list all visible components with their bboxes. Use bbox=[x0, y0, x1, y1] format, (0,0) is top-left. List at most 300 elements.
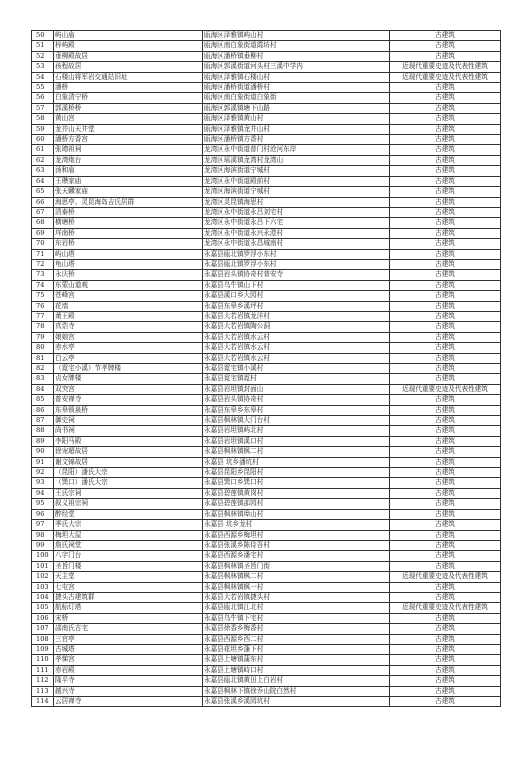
row-number: 104 bbox=[32, 592, 54, 602]
table-row bbox=[32, 384, 501, 394]
table-row bbox=[32, 41, 501, 51]
site-location: 永嘉县岩头镇协奇村 bbox=[203, 395, 390, 405]
row-number: 99 bbox=[32, 540, 54, 550]
table-row bbox=[32, 103, 501, 113]
site-category: 古建筑 bbox=[390, 686, 501, 696]
site-name: 潘桥 bbox=[54, 83, 203, 93]
site-category: 古建筑 bbox=[390, 83, 501, 93]
site-category: 古建筑 bbox=[390, 145, 501, 155]
site-category: 古建筑 bbox=[390, 197, 501, 207]
table-row bbox=[32, 447, 501, 457]
site-location: 永嘉县瓯北镇江北村 bbox=[203, 603, 390, 613]
row-number: 105 bbox=[32, 603, 54, 613]
heritage-table bbox=[31, 30, 501, 707]
row-number: 95 bbox=[32, 499, 54, 509]
site-name: 屿山庙 bbox=[54, 31, 203, 41]
row-number: 102 bbox=[32, 572, 54, 582]
table-row bbox=[32, 135, 501, 145]
site-location: 永嘉县岩坦镇封面山 bbox=[203, 384, 390, 394]
row-number: 55 bbox=[32, 83, 54, 93]
table-body bbox=[32, 31, 501, 707]
site-name: 王氏宗祠 bbox=[54, 488, 203, 498]
site-category: 古建筑 bbox=[390, 155, 501, 165]
row-number: 53 bbox=[32, 62, 54, 72]
table-row bbox=[32, 187, 501, 197]
row-number: 89 bbox=[32, 436, 54, 446]
site-name: （昆阳）潘氏大宗 bbox=[54, 468, 203, 478]
row-number: 103 bbox=[32, 582, 54, 592]
table-row bbox=[32, 259, 501, 269]
site-location: 永嘉县大若岩镇水云村 bbox=[203, 353, 390, 363]
row-number: 57 bbox=[32, 103, 54, 113]
site-category: 古建筑 bbox=[390, 613, 501, 623]
row-number: 86 bbox=[32, 405, 54, 415]
site-category: 古建筑 bbox=[390, 551, 501, 561]
site-location: 永嘉县东皋乡东皋村 bbox=[203, 405, 390, 415]
row-number: 88 bbox=[32, 426, 54, 436]
site-category: 古建筑 bbox=[390, 540, 501, 550]
site-category: 古建筑 bbox=[390, 176, 501, 186]
site-category: 近现代重要史迹及代表性建筑 bbox=[390, 62, 501, 72]
site-category: 近现代重要史迹及代表性建筑 bbox=[390, 384, 501, 394]
table-row bbox=[32, 197, 501, 207]
site-location: 龙湾区永中街道永吕下六宅 bbox=[203, 218, 390, 228]
row-number: 87 bbox=[32, 416, 54, 426]
site-category: 古建筑 bbox=[390, 332, 501, 342]
row-number: 65 bbox=[32, 187, 54, 197]
table-row bbox=[32, 520, 501, 530]
table-row bbox=[32, 509, 501, 519]
site-name: 季氏大宗 bbox=[54, 520, 203, 530]
site-name: 东皋锁泉桥 bbox=[54, 405, 203, 415]
table-row bbox=[32, 62, 501, 72]
site-location: 永嘉县昆阳乡昆阳村 bbox=[203, 468, 390, 478]
table-row bbox=[32, 93, 501, 103]
site-category: 古建筑 bbox=[390, 270, 501, 280]
row-number: 50 bbox=[32, 31, 54, 41]
row-number: 56 bbox=[32, 93, 54, 103]
site-location: 永嘉县徐香乡梅香村 bbox=[203, 624, 390, 634]
site-name: 赤岩殿 bbox=[54, 665, 203, 675]
site-category: 古建筑 bbox=[390, 51, 501, 61]
table-row bbox=[32, 155, 501, 165]
table-row bbox=[32, 280, 501, 290]
table-row bbox=[32, 395, 501, 405]
site-location: 瓯海区郭溪镇塘下山路 bbox=[203, 103, 390, 113]
row-number: 114 bbox=[32, 697, 54, 707]
table-row bbox=[32, 270, 501, 280]
row-number: 66 bbox=[32, 197, 54, 207]
row-number: 70 bbox=[32, 239, 54, 249]
site-name: 八字门台 bbox=[54, 551, 203, 561]
site-name: 郭溪桥桥 bbox=[54, 103, 203, 113]
site-location: 瓯海区泽雅镇屿山村 bbox=[203, 31, 390, 41]
row-number: 80 bbox=[32, 343, 54, 353]
site-name: 东蒙山道观 bbox=[54, 280, 203, 290]
site-name: 尚书祠 bbox=[54, 426, 203, 436]
site-location: 永嘉县大若岩镇水云村 bbox=[203, 343, 390, 353]
row-number: 71 bbox=[32, 249, 54, 259]
site-category: 古建筑 bbox=[390, 592, 501, 602]
site-location: 永嘉县西源乡西二村 bbox=[203, 634, 390, 644]
table-row bbox=[32, 72, 501, 82]
site-location: 龙湾区海滨街道宁城村 bbox=[203, 187, 390, 197]
site-category: 古建筑 bbox=[390, 520, 501, 530]
site-category: 古建筑 bbox=[390, 488, 501, 498]
site-name: 云居禅寺 bbox=[54, 697, 203, 707]
site-category: 古建筑 bbox=[390, 239, 501, 249]
site-name: 白象清宁桥 bbox=[54, 93, 203, 103]
site-name: 汤和庙 bbox=[54, 166, 203, 176]
site-location: 永嘉县西源乡潘宅村 bbox=[203, 551, 390, 561]
site-location: 瓯海区南白象街道白象街 bbox=[203, 93, 390, 103]
table-row bbox=[32, 426, 501, 436]
site-location: 永嘉县碧莲镇邵园村 bbox=[203, 499, 390, 509]
site-location: 龙湾区永中街道殿前村 bbox=[203, 176, 390, 186]
site-category: 古建筑 bbox=[390, 353, 501, 363]
site-name: 清泰桥 bbox=[54, 207, 203, 217]
table-row bbox=[32, 686, 501, 696]
site-category: 古建筑 bbox=[390, 114, 501, 124]
table-row bbox=[32, 655, 501, 665]
site-category: 古建筑 bbox=[390, 582, 501, 592]
table-row bbox=[32, 218, 501, 228]
site-category: 古建筑 bbox=[390, 624, 501, 634]
row-number: 96 bbox=[32, 509, 54, 519]
row-number: 69 bbox=[32, 228, 54, 238]
site-category: 近现代重要史迹及代表性建筑 bbox=[390, 572, 501, 582]
site-name: 娘娘宫 bbox=[54, 332, 203, 342]
site-category: 古建筑 bbox=[390, 416, 501, 426]
site-location: 永嘉县枫林镇枫二村 bbox=[203, 447, 390, 457]
site-name: 徐宠超故居 bbox=[54, 447, 203, 457]
site-location: 永嘉县东皋乡溪坪村 bbox=[203, 301, 390, 311]
site-location: 永嘉县霓宅镇小溪村 bbox=[203, 364, 390, 374]
site-category: 古建筑 bbox=[390, 436, 501, 446]
site-location: 瓯海区南白象街道霞坊村 bbox=[203, 41, 390, 51]
site-category: 古建筑 bbox=[390, 187, 501, 197]
row-number: 78 bbox=[32, 322, 54, 332]
table-row bbox=[32, 676, 501, 686]
site-location: 龙湾区海滨街道宁城村 bbox=[203, 166, 390, 176]
site-location: 永嘉县大若岩镇捷头村 bbox=[203, 592, 390, 602]
site-category: 古建筑 bbox=[390, 31, 501, 41]
row-number: 112 bbox=[32, 676, 54, 686]
table-row bbox=[32, 551, 501, 561]
site-location: 永嘉县大若岩镇龙洋村 bbox=[203, 311, 390, 321]
site-location: 永嘉县大若岩镇水云村 bbox=[203, 332, 390, 342]
table-row bbox=[32, 644, 501, 654]
table-row bbox=[32, 207, 501, 217]
site-name: 王瓒家庙 bbox=[54, 176, 203, 186]
site-location: 龙湾区灵昆镇海思村 bbox=[203, 197, 390, 207]
table-row bbox=[32, 530, 501, 540]
site-name: （霓宅小溪）节孝牌楼 bbox=[54, 364, 203, 374]
site-name: 航标灯塔 bbox=[54, 603, 203, 613]
site-name: 邵南氏古宅 bbox=[54, 624, 203, 634]
table-row bbox=[32, 31, 501, 41]
site-category: 古建筑 bbox=[390, 259, 501, 269]
site-name: 孩程故居 bbox=[54, 62, 203, 72]
site-location: 瓯海区潘桥镇垂柳村 bbox=[203, 51, 390, 61]
site-location: 瓯海区泽雅镇龙井山村 bbox=[203, 124, 390, 134]
table-row bbox=[32, 114, 501, 124]
site-location: 永嘉县枫林镇枫二村 bbox=[203, 572, 390, 582]
table-row bbox=[32, 436, 501, 446]
site-name: 东岩桥 bbox=[54, 239, 203, 249]
site-category: 古建筑 bbox=[390, 311, 501, 321]
table-row bbox=[32, 353, 501, 363]
row-number: 52 bbox=[32, 51, 54, 61]
row-number: 85 bbox=[32, 395, 54, 405]
site-category: 古建筑 bbox=[390, 468, 501, 478]
site-location: 龙湾区永中街道普门村沧河东岸 bbox=[203, 145, 390, 155]
site-category: 古建筑 bbox=[390, 644, 501, 654]
site-name: 白云亭 bbox=[54, 353, 203, 363]
site-location: 永嘉县枫林镇枫一村 bbox=[203, 582, 390, 592]
site-location: 永嘉县岩坦镇溪口村 bbox=[203, 436, 390, 446]
row-number: 60 bbox=[32, 135, 54, 145]
site-location: 永嘉县乌牛镇下宅村 bbox=[203, 613, 390, 623]
site-name: 永庆桥 bbox=[54, 270, 203, 280]
site-category: 古建筑 bbox=[390, 207, 501, 217]
table-row bbox=[32, 291, 501, 301]
site-name: 詹氏祠堂 bbox=[54, 540, 203, 550]
site-category: 古建筑 bbox=[390, 280, 501, 290]
table-row bbox=[32, 124, 501, 134]
site-category: 古建筑 bbox=[390, 218, 501, 228]
site-location: 永嘉县霓宅镇霓村 bbox=[203, 374, 390, 384]
site-location: 龙湾区永中街道永兴永澄村 bbox=[203, 228, 390, 238]
site-name: 龟山塔 bbox=[54, 259, 203, 269]
row-number: 81 bbox=[32, 353, 54, 363]
table-row bbox=[32, 488, 501, 498]
site-category: 古建筑 bbox=[390, 499, 501, 509]
site-name: 御史祠 bbox=[54, 416, 203, 426]
site-location: 永嘉县乌牛镇山下村 bbox=[203, 280, 390, 290]
row-number: 108 bbox=[32, 634, 54, 644]
site-category: 古建筑 bbox=[390, 301, 501, 311]
site-location: 龙湾区永中街道永吕刘宅村 bbox=[203, 207, 390, 217]
site-category: 古建筑 bbox=[390, 374, 501, 384]
site-category: 古建筑 bbox=[390, 665, 501, 675]
site-location: 瓯海区潘桥镇方香村 bbox=[203, 135, 390, 145]
site-name: 垟南桥 bbox=[54, 228, 203, 238]
site-name: 张天麟家庙 bbox=[54, 187, 203, 197]
site-name: 真诰寺 bbox=[54, 322, 203, 332]
site-category: 古建筑 bbox=[390, 634, 501, 644]
row-number: 72 bbox=[32, 259, 54, 269]
table-row bbox=[32, 499, 501, 509]
row-number: 100 bbox=[32, 551, 54, 561]
site-name: 捷头古建筑群 bbox=[54, 592, 203, 602]
site-category: 古建筑 bbox=[390, 509, 501, 519]
site-name: 隆平寺 bbox=[54, 676, 203, 686]
table-row bbox=[32, 176, 501, 186]
table-row bbox=[32, 603, 501, 613]
row-number: 63 bbox=[32, 166, 54, 176]
site-location: 瓯海区郭溪街道河头村三溪中学内 bbox=[203, 62, 390, 72]
row-number: 84 bbox=[32, 384, 54, 394]
site-location: 永嘉县张溪乡陈侍吾村 bbox=[203, 540, 390, 550]
site-location: 永嘉县枫林镇埠山村 bbox=[203, 509, 390, 519]
site-category: 近现代重要史迹及代表性建筑 bbox=[390, 603, 501, 613]
site-location: 永嘉县枫林下镇徐乔山院白然村 bbox=[203, 686, 390, 696]
site-location: 永嘉县上塘镇蒲东村 bbox=[203, 655, 390, 665]
row-number: 101 bbox=[32, 561, 54, 571]
site-location: 瓯海区泽雅镇黄山村 bbox=[203, 114, 390, 124]
site-location: 龙湾区永中街道永昌城南村 bbox=[203, 239, 390, 249]
site-location: 永嘉县巽口乡巽口村 bbox=[203, 478, 390, 488]
site-category: 古建筑 bbox=[390, 405, 501, 415]
row-number: 98 bbox=[32, 530, 54, 540]
table-row bbox=[32, 468, 501, 478]
site-location: 永嘉县 坑乡龙村 bbox=[203, 520, 390, 530]
site-name: 苍峰宫 bbox=[54, 291, 203, 301]
site-name: 梅坦大屋 bbox=[54, 530, 203, 540]
row-number: 77 bbox=[32, 311, 54, 321]
row-number: 67 bbox=[32, 207, 54, 217]
row-number: 107 bbox=[32, 624, 54, 634]
site-category: 古建筑 bbox=[390, 395, 501, 405]
site-category: 古建筑 bbox=[390, 478, 501, 488]
site-category: 古建筑 bbox=[390, 561, 501, 571]
table-row bbox=[32, 582, 501, 592]
site-category: 古建筑 bbox=[390, 103, 501, 113]
site-location: 永嘉县西源乡梅坦村 bbox=[203, 530, 390, 540]
table-row bbox=[32, 478, 501, 488]
table-row bbox=[32, 592, 501, 602]
site-name: 潘桥方香宫 bbox=[54, 135, 203, 145]
row-number: 62 bbox=[32, 155, 54, 165]
site-location: 永嘉县 坑乡潘坑村 bbox=[203, 457, 390, 467]
row-number: 61 bbox=[32, 145, 54, 155]
site-name: 萧王殿 bbox=[54, 311, 203, 321]
site-location: 永嘉县上塘镇峙口村 bbox=[203, 665, 390, 675]
site-category: 古建筑 bbox=[390, 447, 501, 457]
row-number: 90 bbox=[32, 447, 54, 457]
site-name: 叙义祖宗祠 bbox=[54, 499, 203, 509]
row-number: 74 bbox=[32, 280, 54, 290]
site-category: 古建筑 bbox=[390, 135, 501, 145]
site-location: 永嘉县瓯北镇黄田上白岩村 bbox=[203, 676, 390, 686]
site-location: 永嘉县岩坦镇屿北村 bbox=[203, 426, 390, 436]
row-number: 75 bbox=[32, 291, 54, 301]
site-name: 谢文锦故居 bbox=[54, 457, 203, 467]
site-location: 永嘉县枫林镇圣旨门街 bbox=[203, 561, 390, 571]
table-row bbox=[32, 322, 501, 332]
site-category: 古建筑 bbox=[390, 93, 501, 103]
row-number: 109 bbox=[32, 644, 54, 654]
site-location: 永嘉县大若岩镇陶公洞 bbox=[203, 322, 390, 332]
table-row bbox=[32, 239, 501, 249]
table-row bbox=[32, 166, 501, 176]
row-number: 64 bbox=[32, 176, 54, 186]
site-location: 永嘉县花坦乡蓬下村 bbox=[203, 644, 390, 654]
site-category: 古建筑 bbox=[390, 291, 501, 301]
site-name: （巽口）潘氏大宗 bbox=[54, 478, 203, 488]
site-category: 古建筑 bbox=[390, 655, 501, 665]
site-name: 醉经堂 bbox=[54, 509, 203, 519]
row-number: 94 bbox=[32, 488, 54, 498]
site-name: 孝悌宫 bbox=[54, 655, 203, 665]
site-name: 三官亭 bbox=[54, 634, 203, 644]
row-number: 91 bbox=[32, 457, 54, 467]
row-number: 73 bbox=[32, 270, 54, 280]
row-number: 54 bbox=[32, 72, 54, 82]
site-category: 古建筑 bbox=[390, 41, 501, 51]
row-number: 79 bbox=[32, 332, 54, 342]
table-row bbox=[32, 145, 501, 155]
table-row bbox=[32, 665, 501, 675]
site-name: 越兴寺 bbox=[54, 686, 203, 696]
table-row bbox=[32, 51, 501, 61]
table-row bbox=[32, 416, 501, 426]
site-location: 永嘉县瓯北镇罗浮小东村 bbox=[203, 249, 390, 259]
site-name: 张璁祖祠 bbox=[54, 145, 203, 155]
site-name: 赤水亭 bbox=[54, 343, 203, 353]
table-row bbox=[32, 540, 501, 550]
row-number: 106 bbox=[32, 613, 54, 623]
site-category: 古建筑 bbox=[390, 322, 501, 332]
table-row bbox=[32, 572, 501, 582]
table-row bbox=[32, 343, 501, 353]
table-row bbox=[32, 311, 501, 321]
site-name: 天主堂 bbox=[54, 572, 203, 582]
site-category: 古建筑 bbox=[390, 530, 501, 540]
site-category: 近现代重要史迹及代表性建筑 bbox=[390, 72, 501, 82]
site-name: 石楼山将军岩交通站旧址 bbox=[54, 72, 203, 82]
site-category: 古建筑 bbox=[390, 364, 501, 374]
site-category: 古建筑 bbox=[390, 676, 501, 686]
table-row bbox=[32, 613, 501, 623]
table-row bbox=[32, 405, 501, 415]
site-category: 古建筑 bbox=[390, 457, 501, 467]
site-name: 花墙 bbox=[54, 301, 203, 311]
site-name: 古城塔 bbox=[54, 644, 203, 654]
site-name: 普安禅寺 bbox=[54, 395, 203, 405]
table-row bbox=[32, 457, 501, 467]
site-name: 屿山塔 bbox=[54, 249, 203, 259]
site-name: 宋桥 bbox=[54, 613, 203, 623]
site-name: 贞女牌楼 bbox=[54, 374, 203, 384]
row-number: 110 bbox=[32, 655, 54, 665]
row-number: 111 bbox=[32, 665, 54, 675]
site-name: 龙湾炮台 bbox=[54, 155, 203, 165]
site-name: 海思亭、灵昆海岛吉氏居群 bbox=[54, 197, 203, 207]
table-row bbox=[32, 374, 501, 384]
site-category: 古建筑 bbox=[390, 124, 501, 134]
site-location: 永嘉县枫林镇大门台村 bbox=[203, 416, 390, 426]
site-category: 古建筑 bbox=[390, 426, 501, 436]
site-location: 龙湾区瑶溪镇龙湾村龙湾山 bbox=[203, 155, 390, 165]
table-row bbox=[32, 697, 501, 707]
site-location: 永嘉县溪口乡大园村 bbox=[203, 291, 390, 301]
row-number: 68 bbox=[32, 218, 54, 228]
table-row bbox=[32, 301, 501, 311]
site-category: 古建筑 bbox=[390, 249, 501, 259]
table-row bbox=[32, 364, 501, 374]
site-category: 古建筑 bbox=[390, 228, 501, 238]
row-number: 83 bbox=[32, 374, 54, 384]
table-row bbox=[32, 249, 501, 259]
site-category: 古建筑 bbox=[390, 166, 501, 176]
table-row bbox=[32, 634, 501, 644]
site-name: 圣旨门楼 bbox=[54, 561, 203, 571]
site-category: 古建筑 bbox=[390, 697, 501, 707]
site-name: 黄山宫 bbox=[54, 114, 203, 124]
table-row bbox=[32, 561, 501, 571]
